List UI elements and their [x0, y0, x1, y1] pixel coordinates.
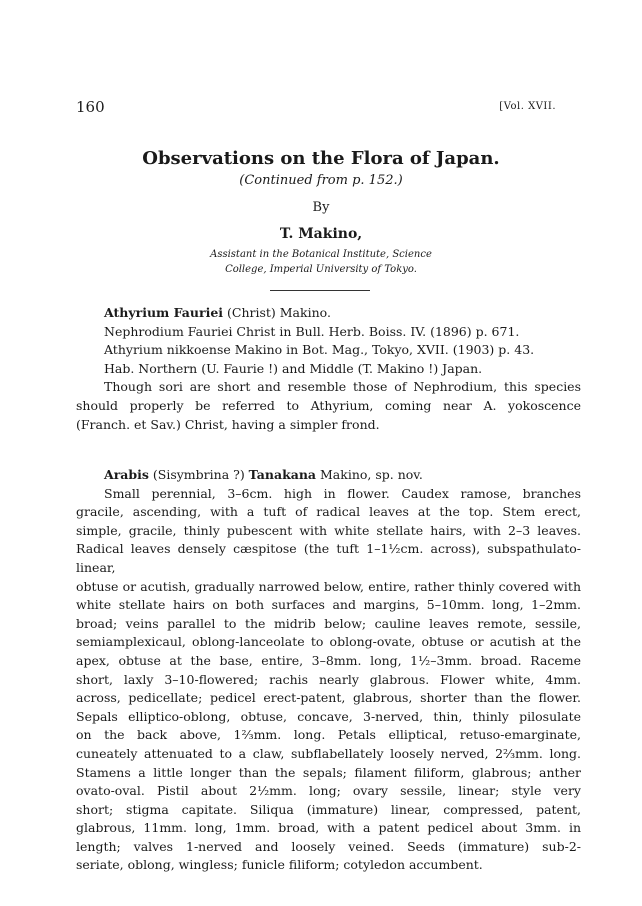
description-line: Sepals elliptico-oblong, obtuse, concave, 3-nerved, thin, thinly pilosulate — [76, 708, 581, 724]
description-line: ovato-oval. Pistil about 2½mm. long; ovary sessile, linear; style very — [76, 783, 581, 799]
description-line: on the back above, 1⅔mm. long. Petals elliptical, retuso-emarginate, — [76, 727, 581, 743]
paragraph-line: (Franch. et Sav.) Christ, having a simpler frond. — [76, 416, 380, 432]
entry-athyrium — [76, 304, 581, 434]
volume-header: [Vol. XVII. — [499, 101, 556, 112]
article-title: Observations on the Flora of Japan. — [142, 148, 500, 169]
paragraph-line: should properly be referred to Athyrium, coming near A. yokoscence — [76, 397, 581, 413]
description-line: Radical leaves densely cæspitose (the tuft 1–1½cm. across), subspathulato-linear, — [76, 541, 581, 575]
description-line: short, laxly 3–10-flowered; rachis nearly glabrous. Flower white, 4mm. — [76, 671, 581, 687]
species-authority: Makino, sp. nov. — [316, 467, 423, 482]
genus-name: Arabis — [104, 467, 149, 482]
description-line: gracile, ascending, with a tuft of radical leaves at the top. Stem erect, — [76, 504, 581, 520]
species-heading — [76, 304, 581, 323]
description-line: apex, obtuse at the base, entire, 3–8mm. long, 1½–3mm. broad. Raceme — [76, 652, 581, 668]
description-line: glabrous, 11mm. long, 1mm. broad, with a patent pedicel about 3mm. in — [76, 820, 581, 836]
paragraph-line: Though sori are short and resemble those of Nephrodium, this species — [104, 379, 581, 395]
description-line: short; stigma capitate. Siliqua (immature) linear, compressed, patent, — [76, 801, 581, 817]
species-epithet: Tanakana — [248, 467, 317, 482]
separator-rule — [270, 290, 370, 291]
affiliation-line-2: College, Imperial University of Tokyo. — [225, 264, 417, 275]
species-name: Athyrium Fauriei — [104, 305, 224, 320]
description-line: broad; veins parallel to the midrib below; cauline leaves remote, sessile, — [76, 615, 581, 631]
description-line: simple, gracile, thinly pubescent with white stellate hairs, with 2–3 leaves. — [76, 522, 581, 538]
affiliation-line-1: Assistant in the Botanical Institute, Science — [210, 249, 432, 260]
synonym-line: Nephrodium Fauriei Christ in Bull. Herb. Boiss. IV. (1896) p. 671. — [104, 323, 520, 339]
description-line: obtuse or acutish, gradually narrowed below, entire, rather thinly covered with — [76, 578, 581, 594]
species-authority: (Christ) Makino. — [223, 305, 331, 320]
description-line: cuneately attenuated to a claw, subflabellately loosely nerved, 2⅔mm. long. — [76, 745, 581, 761]
description-line: across, pedicellate; pedicel erect-patent, glabrous, shorter than the flower. — [76, 690, 581, 706]
page-number: 160 — [76, 98, 105, 116]
description-line: Small perennial, 3–6cm. high in flower. Caudex ramose, branches — [104, 485, 581, 501]
description-line: Stamens a little longer than the sepals; filament filiform, glabrous; anther — [76, 764, 581, 780]
synonym-line: Athyrium nikkoense Makino in Bot. Mag., Tokyo, XVII. (1903) p. 43. — [104, 342, 535, 358]
habitat-line: Hab. Northern (U. Faurie !) and Middle (T. Makino !) Japan. — [104, 360, 483, 376]
species-heading — [76, 466, 581, 485]
author-name: T. Makino, — [279, 226, 363, 242]
description-line: semiamplexicaul, oblong-lanceolate to oblong-ovate, obtuse or acutish at the — [76, 634, 581, 650]
description-line: length; valves 1-nerved and loosely veined. Seeds (immature) sub-2- — [76, 838, 581, 854]
description-line: white stellate hairs on both surfaces and margins, 5–10mm. long, 1–2mm. — [76, 597, 581, 613]
entry-arabis — [76, 466, 581, 875]
by-line: By — [312, 200, 330, 215]
continued-note: (Continued from p. 152.) — [239, 173, 403, 188]
description-line: seriate, oblong, wingless; funicle filiform; cotyledon accumbent. — [76, 857, 483, 873]
section-name: (Sisymbrina ?) — [148, 467, 249, 482]
